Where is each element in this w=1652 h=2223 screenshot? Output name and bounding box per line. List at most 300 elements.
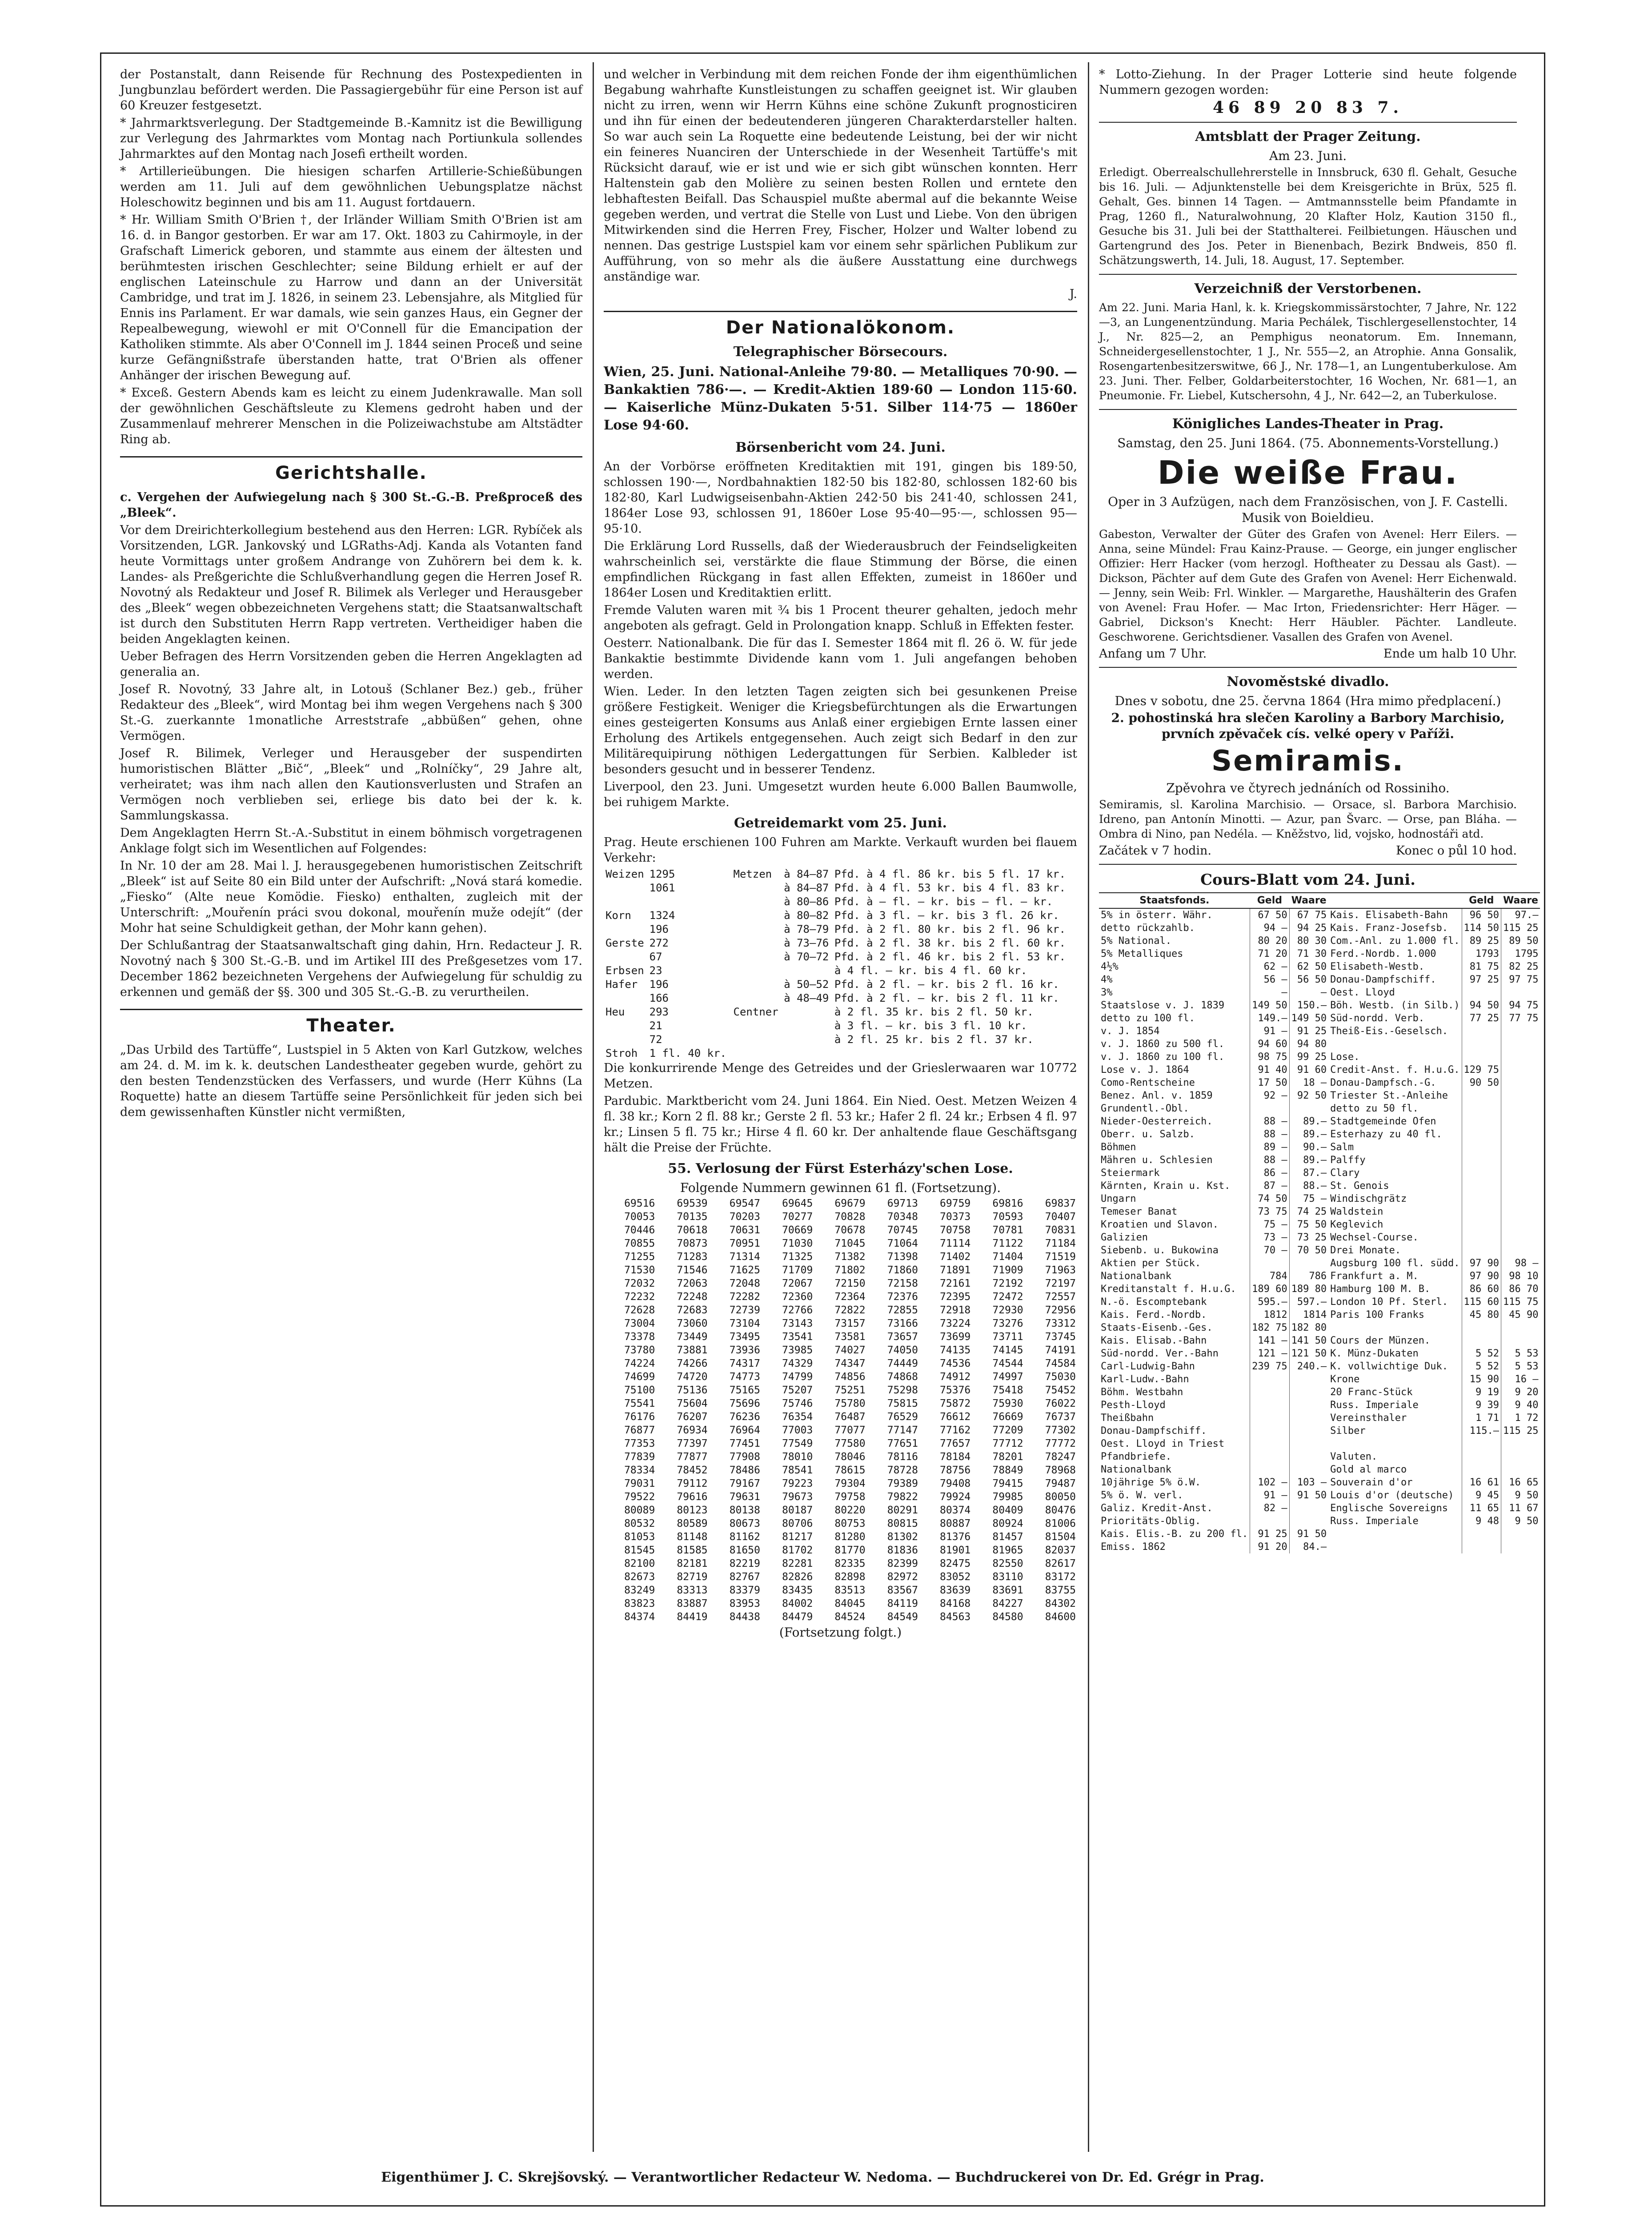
course-row bbox=[1099, 1192, 1540, 1205]
author-signature: J. bbox=[1069, 287, 1077, 301]
lottery-number: 74145 bbox=[992, 1344, 1023, 1356]
lottery-number: 81280 bbox=[834, 1531, 866, 1543]
course-cell: 121 — bbox=[1250, 1347, 1289, 1360]
course-cell: 94 50 bbox=[1462, 999, 1501, 1012]
course-cell: 98 75 bbox=[1250, 1051, 1289, 1063]
lottery-row bbox=[604, 1357, 1077, 1370]
lottery-number: 80753 bbox=[834, 1518, 866, 1529]
course-row bbox=[1099, 1489, 1540, 1502]
course-cell: Windischgrätz bbox=[1330, 1193, 1407, 1204]
deaths-paragraph: Am 22. Juni. Maria Hanl, k. k. Kriegskommissärstochter, 7 Jahre, Nr. 122—3, an Lungenentzündung. Maria Pechálek, Tischlergesellenstochter, 14 J., Nr. 825—2, an Pemphigus neonatorum. Em. Innemann, Schneidergesellenstochter, 1 J., Nr. 555—2, an Atrophie. Anna Gonsalik, Rosengartenbesitzerswitwe, 66 J., Nr. 178—1, an Lungentuberkulose. Am 23. Juni. Ther. Felber, Goldarbeiterstochter, 16 Wochen, Nr. 681—1, an Pneumonie. Fr. Liebel, Kutschersohn, 4 J., Nr. 642—2, an Tuberkulose. bbox=[1099, 301, 1517, 402]
course-cell bbox=[1250, 1515, 1289, 1528]
lottery-number: 81545 bbox=[624, 1545, 655, 1556]
course-cell: 98 — bbox=[1501, 1257, 1540, 1270]
course-cell: 94 75 bbox=[1501, 999, 1540, 1012]
course-cell: 15 90 bbox=[1462, 1373, 1501, 1386]
course-row bbox=[1099, 1270, 1540, 1283]
course-cell: 5% ö. W. verl. bbox=[1101, 1490, 1183, 1501]
course-row bbox=[1099, 1115, 1540, 1128]
course-column-header: Geld bbox=[1250, 893, 1289, 908]
lottery-number: 69516 bbox=[624, 1198, 655, 1209]
course-row bbox=[1099, 1141, 1540, 1154]
lottery-row bbox=[604, 1304, 1077, 1317]
grain-cell: Heu bbox=[605, 1006, 625, 1018]
lottery-number: 77077 bbox=[834, 1424, 866, 1436]
lottery-row bbox=[604, 1410, 1077, 1424]
grain-cell: à 3 fl. — kr. bis 3 fl. 10 kr. bbox=[834, 1019, 1027, 1032]
course-cell: 97.— bbox=[1501, 908, 1540, 922]
course-cell: 75 — bbox=[1289, 1192, 1328, 1205]
course-cell: 91 50 bbox=[1289, 1528, 1328, 1541]
lottery-number: 84419 bbox=[677, 1611, 708, 1623]
course-cell: 90 50 bbox=[1462, 1076, 1501, 1089]
lottery-number: 76207 bbox=[677, 1411, 708, 1423]
lottery-number: 71283 bbox=[677, 1251, 708, 1263]
course-cell bbox=[1462, 1437, 1501, 1450]
lottery-number: 75696 bbox=[729, 1398, 760, 1409]
course-cell: Hamburg 100 M. B. bbox=[1330, 1284, 1431, 1295]
course-row bbox=[1099, 1283, 1540, 1296]
lottery-row bbox=[604, 1464, 1077, 1477]
course-cell bbox=[1328, 1437, 1462, 1450]
novo-opera-cast: Semiramis, sl. Karolina Marchisio. — Orsace, sl. Barbora Marchisio. Idreno, pan Antonín Minotti. — Azur, pan Švarc. — Orse, pan Bláha. — Ombra di Nino, pan Nedéla. — Kněžstvo, lid, vojsko, hodnostáři atd. bbox=[1099, 798, 1517, 840]
lottery-number: 82037 bbox=[1045, 1545, 1076, 1556]
grain-cell bbox=[732, 1047, 782, 1060]
boerse-paragraph: Die Erklärung Lord Russells, daß der Wiederausbruch der Feindseligkeiten wahrscheinlich sei, verstärkte die flaue Stimmung der Börse, die einen empfindlichen Rückgang in fast allen Effekten, zumeist in 1860er und 1864er Losen und Kreditaktien erlitt. bbox=[604, 539, 1077, 600]
grain-cell bbox=[732, 964, 782, 978]
lottery-number: 72918 bbox=[940, 1304, 971, 1316]
course-row bbox=[1099, 1051, 1540, 1063]
lottery-number: 71963 bbox=[1045, 1264, 1076, 1276]
lottery-row bbox=[604, 1610, 1077, 1624]
lottery-number: 81504 bbox=[1045, 1531, 1076, 1543]
lottery-number: 73224 bbox=[940, 1318, 971, 1329]
course-cell: Waldstein bbox=[1330, 1206, 1383, 1217]
course-cell bbox=[1501, 1167, 1540, 1180]
grain-cell: Pfd. à — fl. — kr. bis — fl. — kr. bbox=[834, 895, 1053, 908]
lottery-number: 77302 bbox=[1045, 1424, 1076, 1436]
lottery-number: 76529 bbox=[887, 1411, 918, 1423]
course-cell bbox=[1289, 1386, 1328, 1399]
lottery-number: 82898 bbox=[834, 1571, 866, 1583]
course-row bbox=[1099, 1102, 1540, 1115]
course-cell: Com.-Anl. zu 1.000 fl. bbox=[1330, 935, 1460, 947]
course-cell: Temeser Banat bbox=[1101, 1206, 1178, 1217]
course-cell bbox=[1289, 1437, 1328, 1450]
lottery-number: 79758 bbox=[834, 1491, 866, 1503]
grain-cell bbox=[732, 950, 782, 964]
lottery-number: 78116 bbox=[887, 1451, 918, 1463]
course-cell bbox=[1501, 1089, 1540, 1102]
course-cell: 91 — bbox=[1250, 1025, 1289, 1038]
course-cell: 91 50 bbox=[1289, 1489, 1328, 1502]
lottery-number: 74856 bbox=[834, 1371, 866, 1383]
course-cell: 239 75 bbox=[1250, 1360, 1289, 1373]
lottery-number: 71114 bbox=[940, 1238, 971, 1249]
boerse-paragraph: Oesterr. Nationalbank. Die für das I. Semester 1864 mit fl. 26 ö. W. für jede Bankaktie bestimmte Dividende kann vom 1. Juli angefangen behoben werden. bbox=[604, 636, 1077, 681]
lottery-number: 75780 bbox=[834, 1398, 866, 1409]
course-cell: 115 25 bbox=[1501, 922, 1540, 935]
lottery-number: 80532 bbox=[624, 1518, 655, 1529]
course-row bbox=[1099, 947, 1540, 960]
lottery-number: 83639 bbox=[940, 1585, 971, 1596]
grain-cell: à 80—82 bbox=[784, 909, 829, 922]
lottery-number: 75746 bbox=[782, 1398, 813, 1409]
course-cell: Como-Rentscheine bbox=[1101, 1077, 1195, 1088]
lottery-number: 79223 bbox=[782, 1478, 813, 1489]
lottery-number: 71382 bbox=[834, 1251, 866, 1263]
course-row bbox=[1099, 1437, 1540, 1450]
news-paragraph: * Exceß. Gestern Abends kam es leicht zu einem Judenkrawalle. Man soll der gewöhnlichen Geschäftsleute zu Klemens gedroht haben und der Zusammenlauf mehrerer Menschen in die Polizeiwachstube am Altstädter Ring ab. bbox=[120, 386, 582, 446]
course-row bbox=[1099, 1412, 1540, 1424]
course-cell: 98 10 bbox=[1501, 1270, 1540, 1283]
lottery-number: 72930 bbox=[992, 1304, 1023, 1316]
course-cell: Nationalbank bbox=[1101, 1271, 1171, 1282]
course-cell: 17 50 bbox=[1250, 1076, 1289, 1089]
course-cell: Kroatien und Slavon. bbox=[1101, 1219, 1219, 1230]
lottery-number: 71860 bbox=[887, 1264, 918, 1276]
course-cell: 86 — bbox=[1250, 1167, 1289, 1180]
course-cell bbox=[1289, 1102, 1328, 1115]
course-cell bbox=[1462, 1463, 1501, 1476]
lottery-number: 76487 bbox=[834, 1411, 866, 1423]
lottery-number: 81006 bbox=[1045, 1518, 1076, 1529]
lottery-number: 73004 bbox=[624, 1318, 655, 1329]
course-table bbox=[1099, 892, 1540, 1553]
course-sheet-heading: Cours-Blatt vom 24. Juni. bbox=[1200, 871, 1416, 889]
course-cell bbox=[1289, 1373, 1328, 1386]
boerse-heading: Börsenbericht vom 24. Juni. bbox=[735, 440, 946, 455]
course-cell: 89.— bbox=[1289, 1115, 1328, 1128]
course-cell: Staatslose v. J. 1839 bbox=[1101, 1000, 1225, 1011]
course-cell: 88 — bbox=[1250, 1154, 1289, 1167]
course-row bbox=[1099, 1296, 1540, 1308]
grain-cell bbox=[732, 991, 782, 1005]
course-row bbox=[1099, 999, 1540, 1012]
lottery-number: 73157 bbox=[834, 1318, 866, 1329]
course-cell bbox=[1250, 1463, 1289, 1476]
lottery-number: 71709 bbox=[782, 1264, 813, 1276]
lottery-number: 71255 bbox=[624, 1251, 655, 1263]
lottery-number: 84374 bbox=[624, 1611, 655, 1623]
lottery-number: 82100 bbox=[624, 1558, 655, 1569]
divider bbox=[1099, 667, 1517, 668]
lottery-row bbox=[604, 1370, 1077, 1384]
course-cell: Ferd.-Nordb. 1.000 bbox=[1330, 948, 1436, 959]
lottery-number: 74997 bbox=[992, 1371, 1023, 1383]
boerse-paragraph: Wien. Leder. In den letzten Tagen zeigten sich bei gesunkenen Preise größere Festigkeit. Weniger die Kriegsbefürchtungen als die Erwartungen eines gesteigerten Konsums aus Anlaß einer ergiebigen Ernte lassen einer Erholung des Artikels entgegensehen. Auch zeigt sich Bedarf in den zur Militärequipirung nöthigen Ledergattungen für Serbien. Kalbleder ist besonders gesucht und in besserer Tendenz. bbox=[604, 685, 1077, 776]
lottery-number: 70618 bbox=[677, 1224, 708, 1236]
lottery-number: 71030 bbox=[782, 1238, 813, 1249]
course-cell: 149 50 bbox=[1250, 999, 1289, 1012]
lottery-number: 74050 bbox=[887, 1344, 918, 1356]
lottery-row bbox=[604, 1330, 1077, 1344]
grain-cell: 72 bbox=[649, 1033, 662, 1046]
course-row bbox=[1099, 908, 1540, 922]
course-cell bbox=[1501, 986, 1540, 999]
lottery-number: 70781 bbox=[992, 1224, 1023, 1236]
course-cell: 115 60 bbox=[1462, 1296, 1501, 1308]
grain-row bbox=[604, 1047, 1077, 1060]
lottery-number: 81376 bbox=[940, 1531, 971, 1543]
lottery-number: 83953 bbox=[729, 1598, 760, 1609]
grain-cell: Centner bbox=[733, 1006, 778, 1018]
course-row bbox=[1099, 1076, 1540, 1089]
lottery-row bbox=[604, 1557, 1077, 1570]
lottery-number: 73276 bbox=[992, 1318, 1023, 1329]
grain-cell: 67 bbox=[649, 951, 662, 963]
lottery-number: 69547 bbox=[729, 1198, 760, 1209]
course-cell: — bbox=[1289, 986, 1328, 999]
lottery-number: 78541 bbox=[782, 1465, 813, 1476]
course-cell: Aktien per Stück. bbox=[1101, 1258, 1201, 1269]
telegraph-quotes: Wien, 25. Juni. National-Anleihe 79·80. — Metalliques 70·90. — Bankaktien 786·—. — Kredit-Aktien 189·60 — London 115·60. — Kaiserliche Münz-Dukaten 5·51. Silber 114·75 — 1860er Lose 94·60. bbox=[604, 364, 1077, 433]
lottery-number: 79415 bbox=[992, 1478, 1023, 1489]
imprint-footer: Eigenthümer J. C. Skrejšovský. — Verantwortlicher Redacteur W. Nedoma. — Buchdruckerei von Dr. Ed. Grégr in Prag. bbox=[381, 2170, 1264, 2185]
lottery-number: 84438 bbox=[729, 1611, 760, 1623]
lottery-number: 76877 bbox=[624, 1424, 655, 1436]
lottery-number: 81965 bbox=[992, 1545, 1023, 1556]
course-cell bbox=[1462, 1141, 1501, 1154]
grain-cell: Metzen bbox=[733, 868, 772, 880]
theatre-date: Samstag, den 25. Juni 1864. (75. Abonnements-Vorstellung.) bbox=[1117, 436, 1499, 450]
course-cell: Emiss. 1862 bbox=[1101, 1541, 1166, 1553]
theatre-heading: Königliches Landes-Theater in Prag. bbox=[1172, 416, 1444, 432]
lottery-number: 71519 bbox=[1045, 1251, 1076, 1263]
lottery-number: 70203 bbox=[729, 1211, 760, 1223]
lottery-number: 83567 bbox=[887, 1585, 918, 1596]
grain-cell bbox=[732, 923, 782, 936]
lottery-number: 79112 bbox=[677, 1478, 708, 1489]
lottery-number: 80374 bbox=[940, 1505, 971, 1516]
course-cell: 102 — bbox=[1250, 1476, 1289, 1489]
grain-cell bbox=[782, 1019, 833, 1033]
grain-cell: Stroh bbox=[605, 1047, 638, 1059]
grain-cell: à 50—52 bbox=[784, 978, 829, 991]
course-cell: 94 80 bbox=[1289, 1038, 1328, 1051]
course-column-header: Staatsfonds. bbox=[1099, 893, 1250, 908]
course-cell bbox=[1289, 1424, 1328, 1437]
court-paragraph: Vor dem Dreirichterkollegium bestehend aus den Herren: LGR. Rybíček als Vorsitzenden, LGR. Jankovský und LGRaths-Adj. Kanda als Votanten fand heute Vormittags unter großem Andrange von Zuhörern bei dem k. k. Landes- als Preßgerichte die Schlußverhandlung gegen die Herren Josef R. Novotný als Redakteur und Josef R. Bilimek als Verleger und Herausgeber des „Bleek“ wegen obbezeichneten Vergehens statt; die Staatsanwaltschaft ist durch den Substituten Herrn Rapp vertreten. Vertheidiger haben die beiden Angeklagten keinen. bbox=[120, 523, 582, 646]
course-cell bbox=[1462, 1528, 1501, 1541]
course-cell bbox=[1501, 1102, 1540, 1115]
course-cell bbox=[1289, 1399, 1328, 1412]
lottery-number: 72557 bbox=[1045, 1291, 1076, 1303]
course-cell: detto rückzahlb. bbox=[1101, 923, 1195, 934]
telegraph-heading: Telegraphischer Börsecours. bbox=[733, 344, 948, 360]
course-cell: Souverain d'or bbox=[1330, 1477, 1413, 1488]
course-cell: 75 50 bbox=[1289, 1218, 1328, 1231]
lottery-number: 76236 bbox=[729, 1411, 760, 1423]
grain-cell: à 84—87 bbox=[784, 882, 829, 894]
course-cell bbox=[1501, 1463, 1540, 1476]
course-cell: Kais. Franz-Josefsb. bbox=[1330, 923, 1448, 934]
grain-cell: Weizen bbox=[605, 868, 644, 880]
course-cell: Kais. Elis.-B. zu 200 fl. bbox=[1101, 1529, 1248, 1540]
opera-end: Ende um halb 10 Uhr. bbox=[1383, 647, 1517, 661]
lottery-number: 73881 bbox=[677, 1344, 708, 1356]
lottery-number: 81302 bbox=[887, 1531, 918, 1543]
course-cell: 45 90 bbox=[1501, 1308, 1540, 1321]
lottery-row bbox=[604, 1517, 1077, 1530]
course-cell bbox=[1462, 1231, 1501, 1244]
lottery-number: 78010 bbox=[782, 1451, 813, 1463]
course-cell bbox=[1501, 1076, 1540, 1089]
novo-times bbox=[1099, 844, 1517, 858]
course-cell: 9 50 bbox=[1501, 1489, 1540, 1502]
lottery-row bbox=[604, 1224, 1077, 1237]
course-cell: Steiermark bbox=[1101, 1168, 1160, 1179]
lottery-number: 75376 bbox=[940, 1384, 971, 1396]
course-cell: Kais. Elisab.-Bahn bbox=[1101, 1335, 1207, 1346]
course-cell: 1814 bbox=[1289, 1308, 1328, 1321]
lottery-number: 82181 bbox=[677, 1558, 708, 1569]
lottery-number-table bbox=[604, 1197, 1077, 1624]
lottery-number: 72360 bbox=[782, 1291, 813, 1303]
lottery-number: 69837 bbox=[1045, 1198, 1076, 1209]
lottery-number: 80089 bbox=[624, 1505, 655, 1516]
lottery-number: 79616 bbox=[677, 1491, 708, 1503]
grain-cell bbox=[604, 923, 648, 936]
lottery-number: 73541 bbox=[782, 1331, 813, 1343]
lottery-number: 81702 bbox=[782, 1545, 813, 1556]
lottery-number: 71909 bbox=[992, 1264, 1023, 1276]
course-cell bbox=[1289, 1257, 1328, 1270]
course-cell bbox=[1501, 1244, 1540, 1257]
lottery-number: 75207 bbox=[782, 1384, 813, 1396]
course-cell: 784 bbox=[1250, 1270, 1289, 1283]
course-row bbox=[1099, 1515, 1540, 1528]
lottery-number: 79673 bbox=[782, 1491, 813, 1503]
course-cell: 1 71 bbox=[1462, 1412, 1501, 1424]
course-row bbox=[1099, 1025, 1540, 1038]
course-cell: 97 75 bbox=[1501, 973, 1540, 986]
lottery-number: 78756 bbox=[940, 1465, 971, 1476]
lottery-number: 70669 bbox=[782, 1224, 813, 1236]
lottery-number: 76737 bbox=[1045, 1411, 1076, 1423]
course-cell: 5% Metalliques bbox=[1101, 948, 1183, 959]
grain-cell: à 80—86 bbox=[784, 895, 829, 908]
lottery-number: 79031 bbox=[624, 1478, 655, 1489]
grain-cell bbox=[732, 936, 782, 950]
course-cell: 4½% bbox=[1101, 961, 1119, 972]
course-cell: Esterhazy zu 40 fl. bbox=[1330, 1129, 1442, 1140]
lottery-number: 79985 bbox=[992, 1491, 1023, 1503]
section-title-economist: Der Nationalökonom. bbox=[604, 311, 1077, 338]
amtsblatt-paragraph: Erledigt. Oberrealschullehrerstelle in Innsbruck, 630 fl. Gehalt, Gesuche bis 16. Juli. — Adjunktenstelle bei dem Kreisgerichte in Brüx, 525 fl. Gehalt, Ges. binnen 14 Tagen. — Amtmannsstelle beim Pfandamte in Prag, 1260 fl., Naturalwohnung, 20 Klafter Holz, Kaution 3150 fl., Gesuche bis 31. Juli bei der Statthalterei. Feilbietungen. Häuschen und Gartengrund des Jos. Peter in Bienenbach, Bezirk Bndweis, 850 fl. Schätzungswerth, 14. Juli, 18. August, 17. September. bbox=[1099, 166, 1517, 267]
course-cell: 73 25 bbox=[1289, 1231, 1328, 1244]
grain-cell: Pfd. à 3 fl. — kr. bis 3 fl. 26 kr. bbox=[834, 909, 1059, 922]
grain-row bbox=[604, 895, 1077, 909]
divider bbox=[1099, 864, 1517, 865]
lottery-number: 79389 bbox=[887, 1478, 918, 1489]
course-row bbox=[1099, 1450, 1540, 1463]
course-cell bbox=[1462, 986, 1501, 999]
course-cell bbox=[1501, 1541, 1540, 1553]
course-cell: Salm bbox=[1330, 1142, 1354, 1153]
lottery-number: 79822 bbox=[887, 1491, 918, 1503]
grain-cell: 1295 bbox=[649, 868, 675, 880]
course-row bbox=[1099, 1154, 1540, 1167]
course-cell: 86 70 bbox=[1501, 1283, 1540, 1296]
grain-row bbox=[604, 1019, 1077, 1033]
lottery-number: 73143 bbox=[782, 1318, 813, 1329]
course-row bbox=[1099, 986, 1540, 999]
course-cell: 1795 bbox=[1501, 947, 1540, 960]
lottery-number: 84549 bbox=[887, 1611, 918, 1623]
course-cell: Gold al marco bbox=[1330, 1464, 1407, 1475]
lottery-number: 73745 bbox=[1045, 1331, 1076, 1343]
lottery-number: 77209 bbox=[992, 1424, 1023, 1436]
course-cell: 9 39 bbox=[1462, 1399, 1501, 1412]
course-cell bbox=[1462, 1115, 1501, 1128]
lottery-number: 77397 bbox=[677, 1438, 708, 1449]
course-cell: 91 — bbox=[1250, 1489, 1289, 1502]
lottery-row bbox=[604, 1490, 1077, 1504]
course-cell: 115 75 bbox=[1501, 1296, 1540, 1308]
opera-times bbox=[1099, 647, 1517, 661]
course-row bbox=[1099, 1012, 1540, 1025]
lottery-continued: (Fortsetzung folgt.) bbox=[779, 1625, 902, 1640]
grain-price-table bbox=[604, 867, 1077, 1060]
boerse-paragraph: An der Vorbörse eröffneten Kreditaktien mit 191, gingen bis 189·50, schlossen 190·—, Nordbahnaktien 182·50 bis 182·80, schlossen 182·60 bis 182·80, Karl Ludwigseisenbahn-Aktien 242·50 bis 241·40, schlossen 241, 1864er Lose 93, schlossen 91, 1860er Lose 95·40—95·—, schlossen 95—95·10. bbox=[604, 460, 1077, 536]
grain-cell bbox=[782, 964, 833, 978]
lottery-number: 79408 bbox=[940, 1478, 971, 1489]
course-row bbox=[1099, 1463, 1540, 1476]
course-cell: 80 20 bbox=[1250, 935, 1289, 947]
lottery-number: 71404 bbox=[992, 1251, 1023, 1263]
course-row bbox=[1099, 1373, 1540, 1386]
grain-cell: à 2 fl. 25 kr. bis 2 fl. 37 kr. bbox=[834, 1033, 1034, 1046]
grain-row bbox=[604, 1033, 1077, 1047]
lottery-number: 71802 bbox=[834, 1264, 866, 1276]
course-cell: 20 Franc-Stück bbox=[1330, 1387, 1413, 1398]
course-cell: 91 25 bbox=[1289, 1025, 1328, 1038]
course-cell: 141 50 bbox=[1289, 1334, 1328, 1347]
course-cell bbox=[1462, 1192, 1501, 1205]
course-cell: 88.— bbox=[1289, 1180, 1328, 1192]
lottery-number: 80123 bbox=[677, 1505, 708, 1516]
lottery-number: 83513 bbox=[834, 1585, 866, 1596]
course-cell bbox=[1501, 1038, 1540, 1051]
lottery-number: 72248 bbox=[677, 1291, 708, 1303]
lottery-number: 74536 bbox=[940, 1358, 971, 1369]
course-cell: v. J. 1860 zu 500 fl. bbox=[1101, 1039, 1225, 1050]
lottery-number: 81457 bbox=[992, 1531, 1023, 1543]
course-cell: Lose. bbox=[1330, 1051, 1360, 1063]
course-cell bbox=[1501, 1192, 1540, 1205]
course-cell: 5 52 bbox=[1462, 1347, 1501, 1360]
grain-cell: à 2 fl. 35 kr. bis 2 fl. 50 kr. bbox=[834, 1006, 1034, 1018]
course-cell: Galiz. Kredit-Anst. bbox=[1101, 1503, 1213, 1514]
grain-cell: à 4 fl. — kr. bis 4 fl. 60 kr. bbox=[834, 964, 1027, 977]
amtsblatt-heading: Amtsblatt der Prager Zeitung. bbox=[1195, 129, 1421, 144]
lottery-number: 82550 bbox=[992, 1558, 1023, 1569]
course-cell: 9 50 bbox=[1501, 1515, 1540, 1528]
course-row bbox=[1099, 973, 1540, 986]
lottery-number: 80291 bbox=[887, 1505, 918, 1516]
lottery-number: 72032 bbox=[624, 1278, 655, 1289]
course-cell bbox=[1328, 1321, 1462, 1334]
course-cell: Paris 100 Franks bbox=[1330, 1309, 1425, 1320]
court-paragraph: Josef R. Bilimek, Verleger und Herausgeber der suspendirten humoristischen Blätter „Bič“, „Bleek“ und „Rolníčky“, 29 Jahre alt, verheiratet; was ihm nach allen den Kautionsverlusten und Strafen an Vermögen noch verblieben sei, erliege bis dato bei der k. k. Sammlungskassa. bbox=[120, 746, 582, 823]
course-cell: Süd-nordd. Verb. bbox=[1330, 1013, 1425, 1024]
course-cell: Credit-Anst. f. H.u.G. bbox=[1330, 1064, 1460, 1075]
course-cell: 67 50 bbox=[1250, 908, 1289, 922]
course-row bbox=[1099, 1218, 1540, 1231]
course-cell bbox=[1250, 1424, 1289, 1437]
course-cell: Augsburg 100 fl. südd. bbox=[1330, 1258, 1460, 1269]
